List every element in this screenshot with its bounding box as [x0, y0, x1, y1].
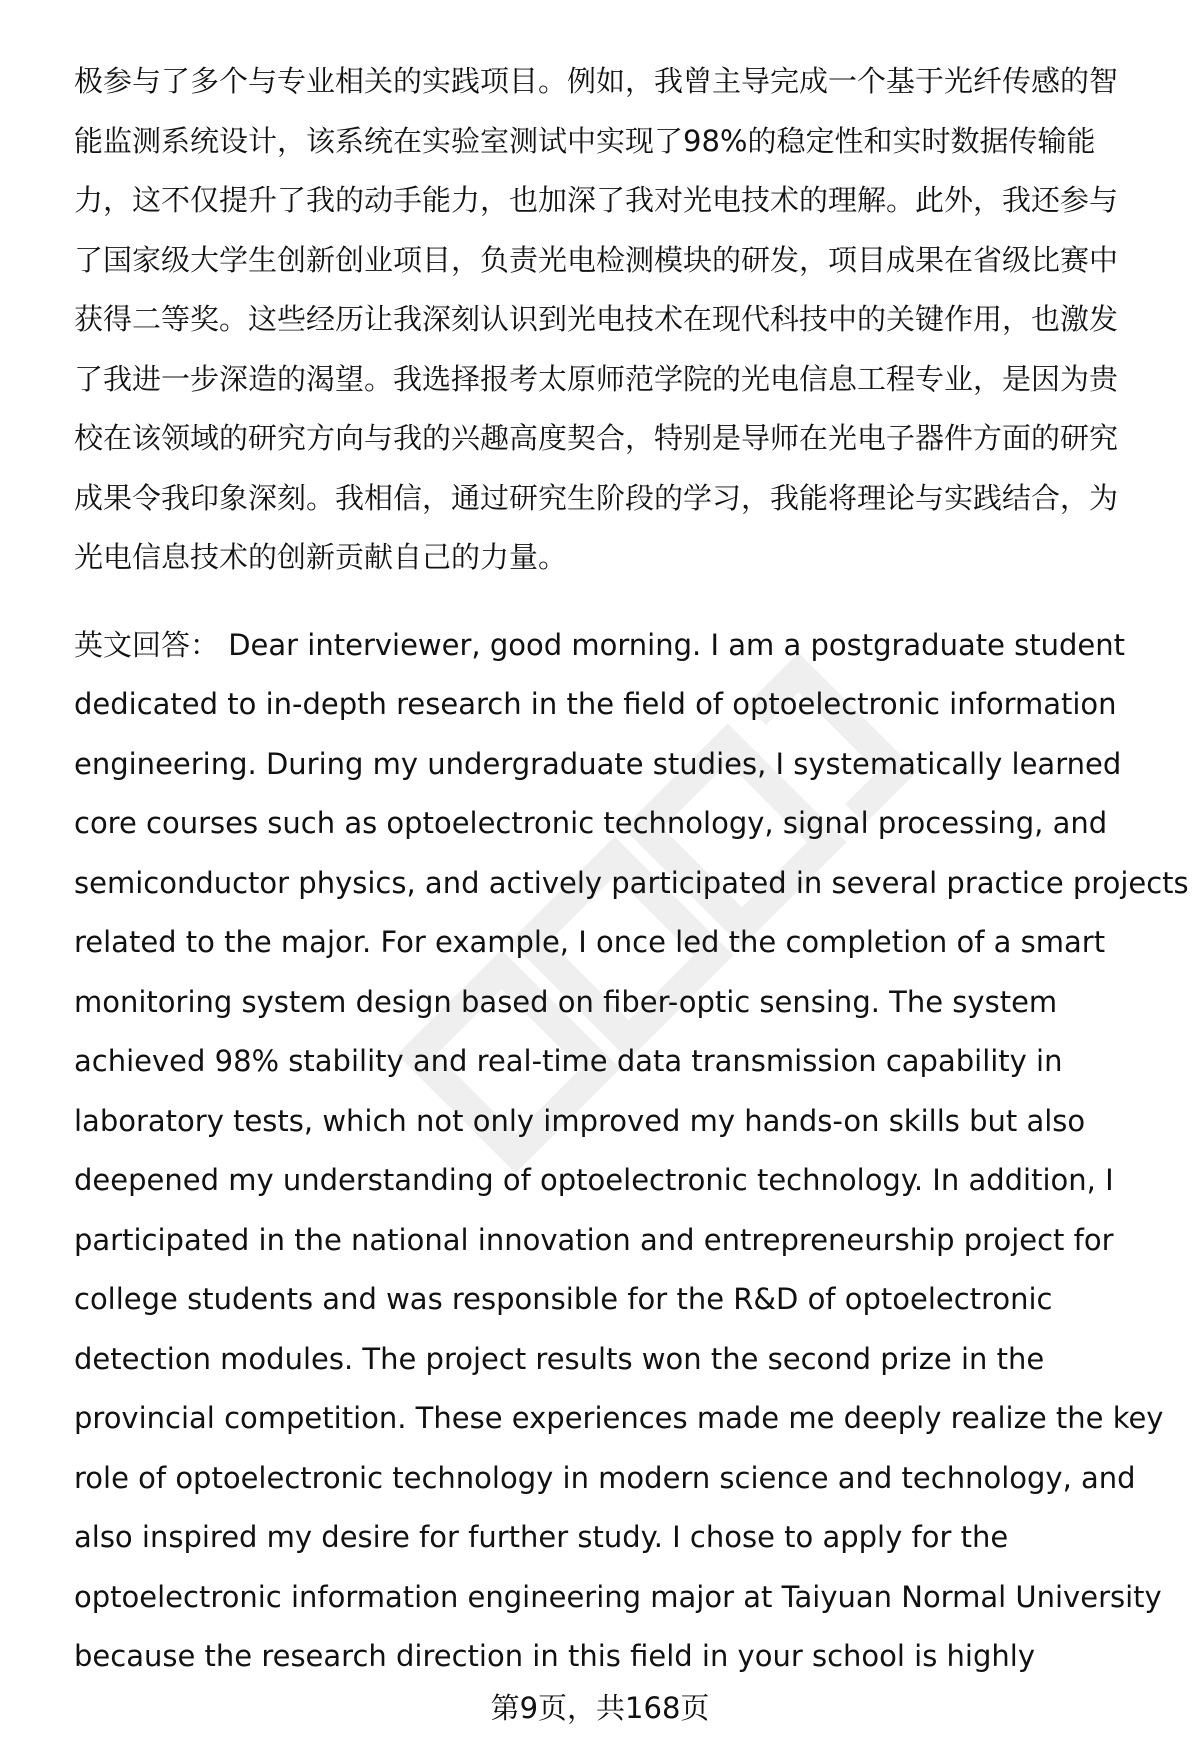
- document-body: [74, 52, 1189, 1687]
- text-line: semiconductor physics, and actively participated in several practice projects: [74, 865, 1189, 900]
- text-line: 了我进一步深造的渴望。我选择报考太原师范学院的光电信息工程专业，是因为贵: [74, 361, 1119, 396]
- text-line: 极参与了多个与专业相关的实践项目。例如，我曾主导完成一个基于光纤传感的智: [74, 64, 1119, 98]
- text-line: laboratory tests, which not only improved my hands-on skills but also: [74, 1103, 1086, 1138]
- text-line: 校在该领域的研究方向与我的兴趣高度契合，特别是导师在光电子器件方面的研究: [74, 421, 1119, 455]
- text-line: deepened my understanding of optoelectronic technology. In addition, I: [74, 1163, 1114, 1197]
- text-line: core courses such as optoelectronic technology, signal processing, and: [74, 806, 1108, 840]
- text-line: 成果令我印象深刻。我相信，通过研究生阶段的学习，我能将理论与实践结合，为: [74, 480, 1119, 515]
- text-line: engineering. During my undergraduate studies, I systematically learned: [74, 746, 1122, 781]
- text-line: 光电信息技术的创新贡献自己的力量。: [74, 540, 568, 574]
- text-line: optoelectronic information engineering major at Taiyuan Normal University: [74, 1579, 1162, 1614]
- text-line: related to the major. For example, I once led the completion of a smart: [74, 925, 1106, 959]
- text-line: detection modules. The project results won the second prize in the: [74, 1341, 1045, 1376]
- text-line: 能监测系统设计，该系统在实验室测试中实现了98%的稳定性和实时数据传输能: [74, 123, 1096, 158]
- text-line: 英文回答： Dear interviewer, good morning. I am a postgraduate student: [74, 627, 1126, 662]
- page-number-footer: 第9页，共168页: [490, 1691, 710, 1725]
- text-line: role of optoelectronic technology in modern science and technology, and: [74, 1460, 1136, 1495]
- text-line: because the research direction in this field in your school is highly: [74, 1639, 1035, 1673]
- text-line: dedicated to in-depth research in the field of optoelectronic information: [74, 687, 1117, 721]
- text-line: 力，这不仅提升了我的动手能力，也加深了我对光电技术的理解。此外，我还参与: [74, 183, 1119, 217]
- paragraph-gap: [74, 588, 1154, 616]
- text-line: participated in the national innovation and entrepreneurship project for: [74, 1222, 1114, 1257]
- text-line: achieved 98% stability and real-time data transmission capability in: [74, 1044, 1063, 1078]
- text-line: 了国家级大学生创新创业项目，负责光电检测模块的研发，项目成果在省级比赛中: [74, 242, 1119, 277]
- text-line: college students and was responsible for the R&D of optoelectronic: [74, 1282, 1053, 1316]
- text-line: 获得二等奖。这些经历让我深刻认识到光电技术在现代科技中的关键作用，也激发: [74, 302, 1119, 336]
- text-line: monitoring system design based on fiber-optic sensing. The system: [74, 984, 1058, 1019]
- english-paragraph: [74, 616, 1189, 1687]
- text-line: provincial competition. These experiences made me deeply realize the key: [74, 1401, 1164, 1435]
- text-line: also inspired my desire for further study. I chose to apply for the: [74, 1520, 1009, 1554]
- chinese-paragraph: [74, 52, 1154, 588]
